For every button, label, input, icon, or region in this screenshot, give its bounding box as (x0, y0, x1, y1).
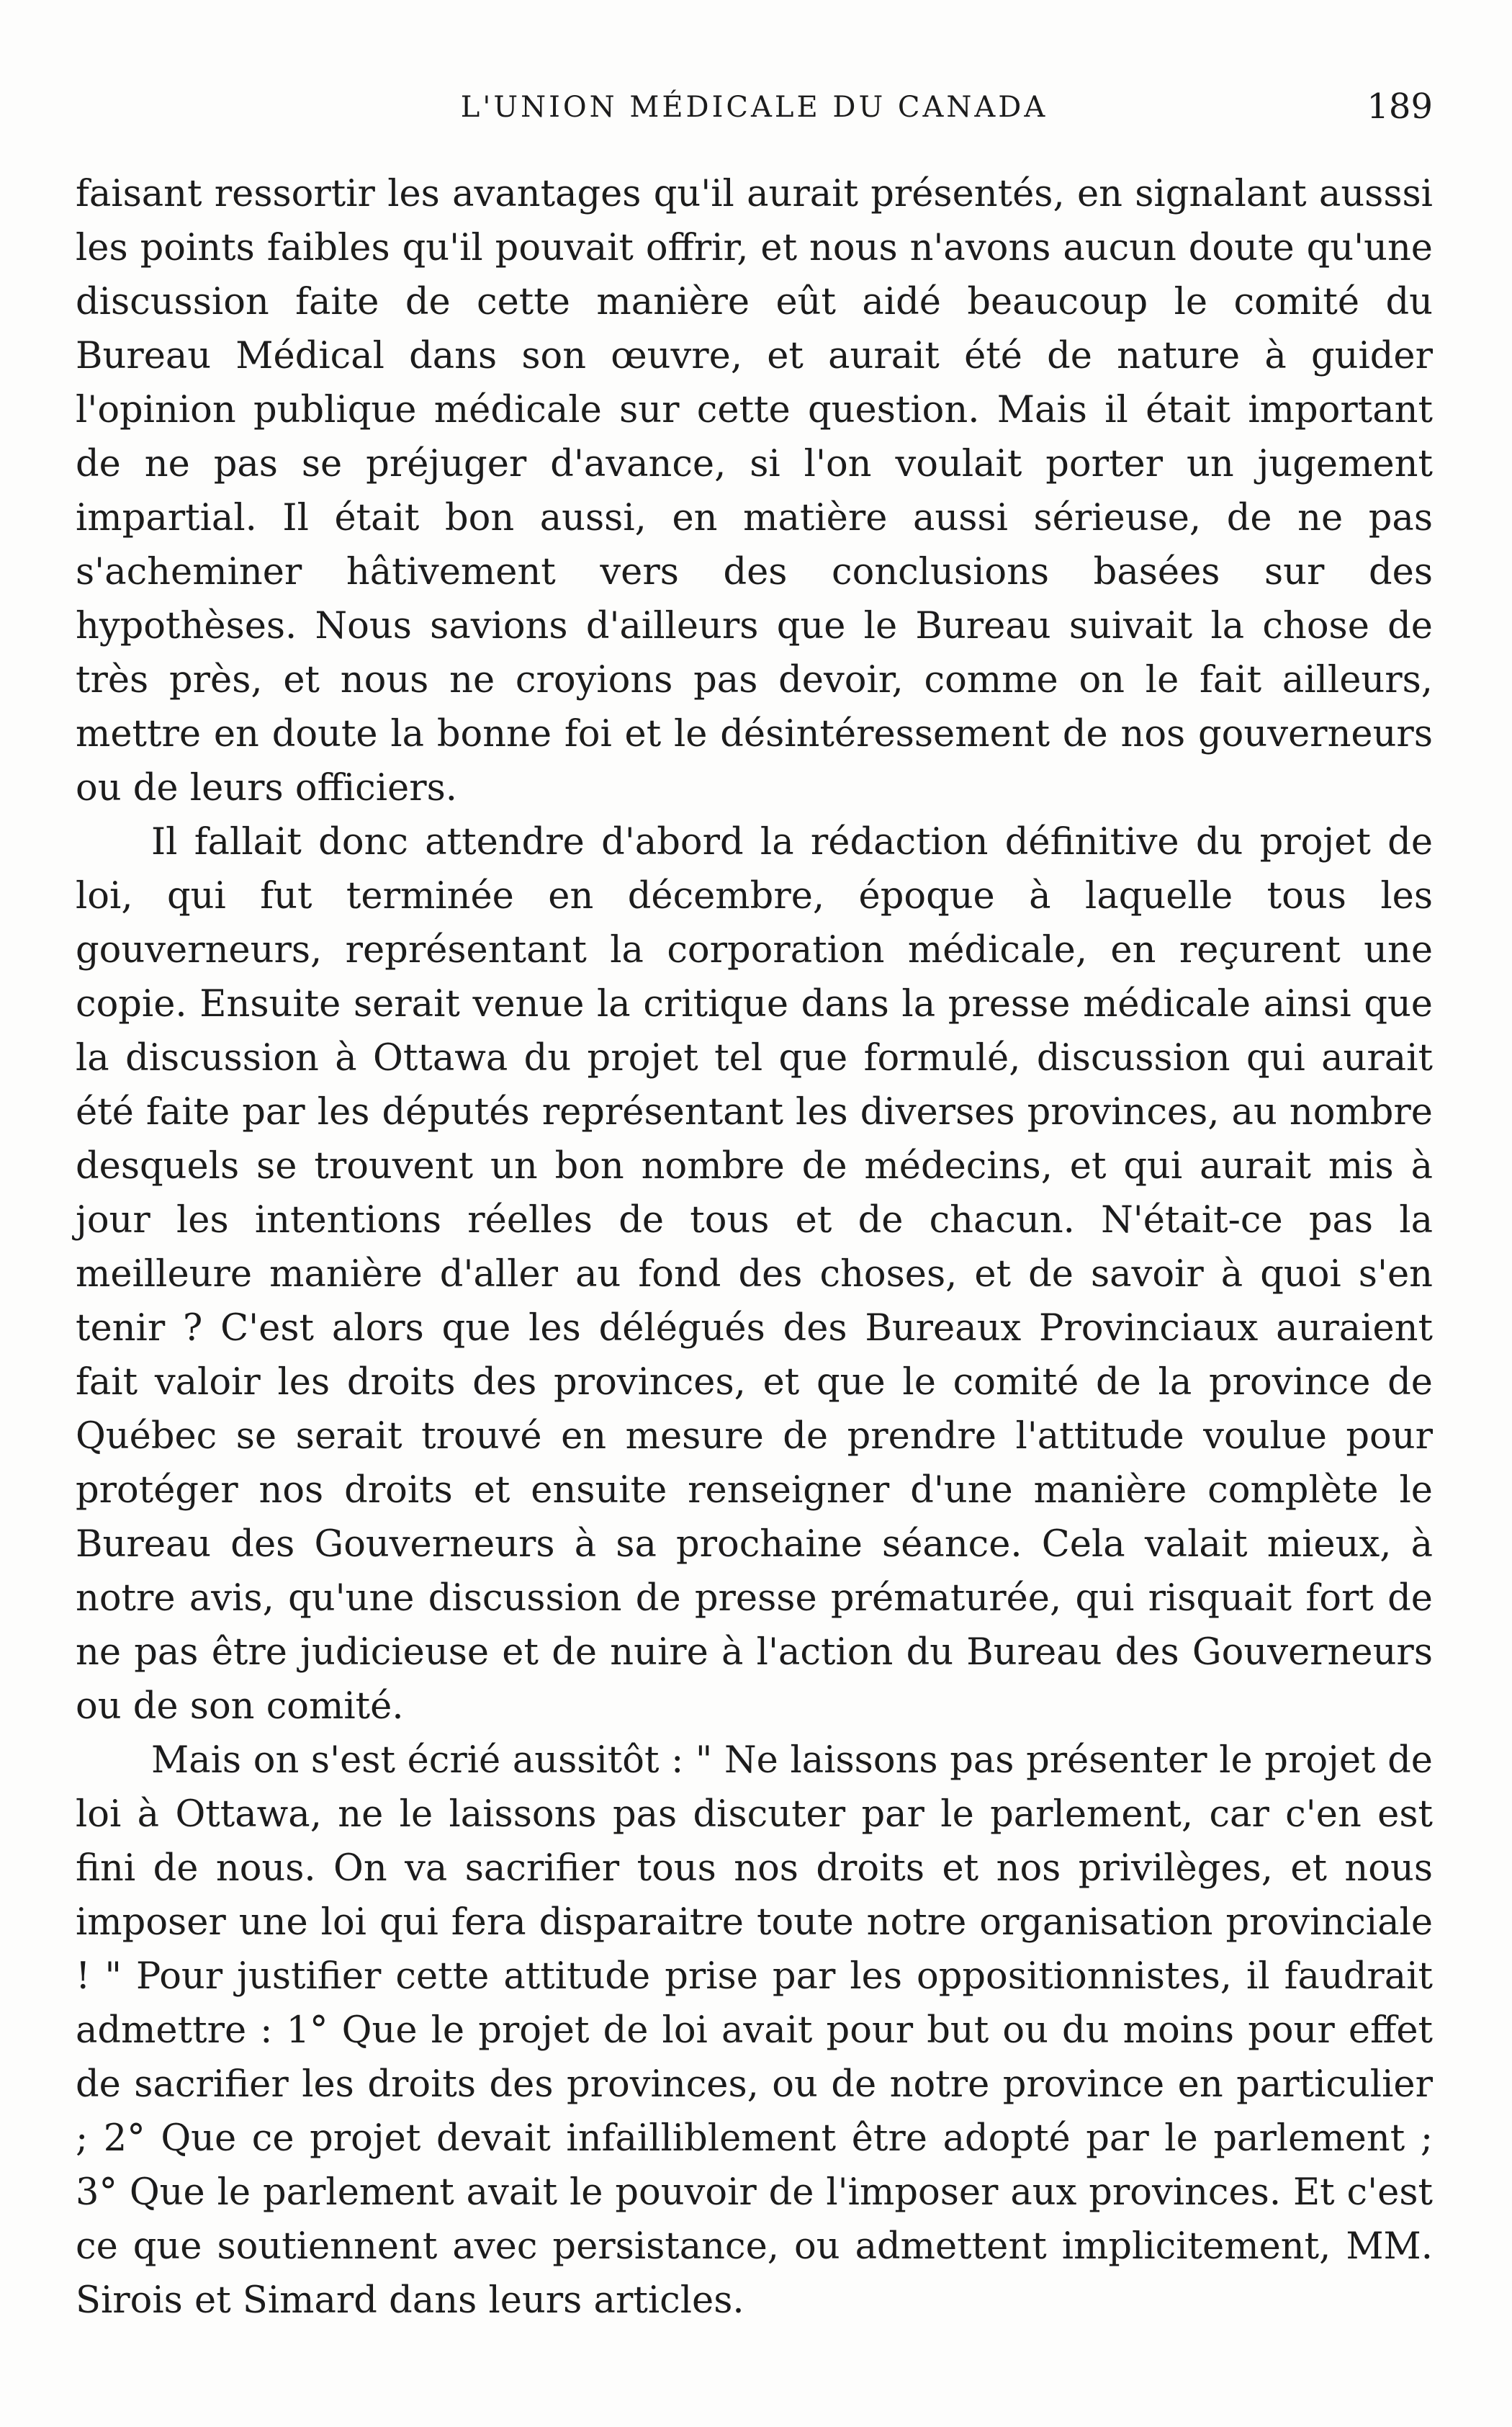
running-title: L'UNION MÉDICALE DU CANADA (460, 91, 1048, 124)
page-header (76, 86, 1433, 141)
body-text (76, 167, 1433, 2328)
paragraph-2: Il fallait donc attendre d'abord la rédaction définitive du projet de loi, qui fut terminée en décembre, époque à laquelle tous les gouverneurs, représentant la corporation médicale, en reçurent une copie. Ensuite serait venue la critique dans la presse médicale ainsi que la discussion à Ottawa du projet tel que formulé, discussion qui aurait été faite par les députés représentant les diverses provinces, au nombre desquels se trouvent un bon nombre de médecins, et qui aurait mis à jour les intentions réelles de tous et de chacun. N'était-ce pas la meilleure manière d'aller au fond des choses, et de savoir à quoi s'en tenir ? C'est alors que les délégués des Bureaux Provinciaux auraient fait valoir les droits des provinces, et que le comité de la province de Québec se serait trouvé en mesure de prendre l'attitude voulue pour protéger nos droits et ensuite renseigner d'une manière complète le Bureau des Gouverneurs à sa prochaine séance. Cela valait mieux, à notre avis, qu'une discussion de presse prématurée, qui risquait fort de ne pas être judicieuse et de nuire à l'action du Bureau des Gouverneurs ou de son comité. (76, 821, 1433, 1728)
paragraph-1: faisant ressortir les avantages qu'il aurait présentés, en signalant ausssi les points faibles qu'il pouvait offrir, et nous n'avons aucun doute qu'une discussion faite de cette manière eût aidé beaucoup le comité du Bureau Médical dans son œuvre, et aurait été de nature à guider l'opinion publique médicale sur cette question. Mais il était important de ne pas se préjuger d'avance, si l'on voulait porter un jugement impartial. Il était bon aussi, en matière aussi sérieuse, de ne pas s'acheminer hâtivement vers des conclusions basées sur des hypothèses. Nous savions d'ailleurs que le Bureau suivait la chose de très près, et nous ne croyions pas devoir, comme on le fait ailleurs, mettre en doute la bonne foi et le désintéressement de nos gouverneurs ou de leurs officiers. (76, 173, 1433, 809)
paragraph-3: Mais on s'est écrié aussitôt : " Ne laissons pas présenter le projet de loi à Ottawa, ne le laissons pas discuter par le parlement, car c'en est fini de nous. On va sacrifier tous nos droits et nos privilèges, et nous imposer une loi qui fera disparaitre toute notre organisation provinciale ! " Pour justifier cette attitude prise par les oppositionnistes, il faudrait admettre : 1° Que le projet de loi avait pour but ou du moins pour effet de sacrifier les droits des provinces, ou de notre province en particulier ; 2° Que ce projet devait infailliblement être adopté par le parlement ; 3° Que le parlement avait le pouvoir de l'imposer aux provinces. Et c'est ce que soutiennent avec persistance, ou admettent implicitement, MM. Sirois et Simard dans leurs articles. (76, 1739, 1433, 2322)
page-number: 189 (1367, 86, 1433, 127)
